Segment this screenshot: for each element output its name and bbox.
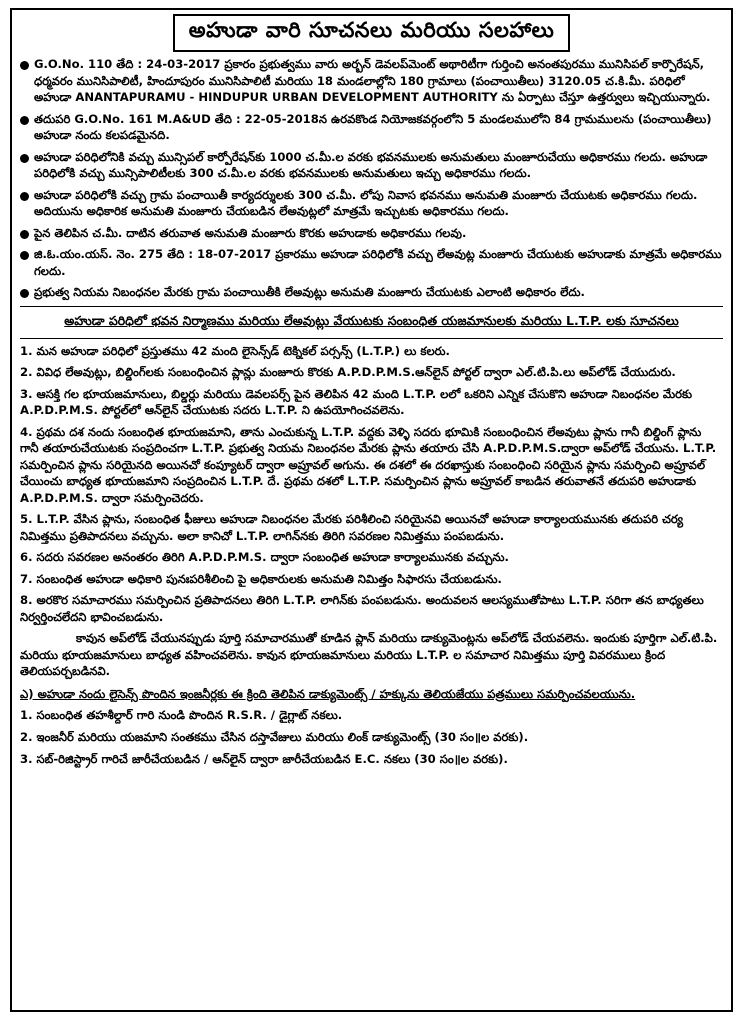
bullet-item [20,56,723,106]
document-frame [10,8,733,1012]
list-item: 8. అరకొర సమాచారము సమర్పించిన ప్రతిపాదనలు తిరిగి L.T.P. లాగిన్‌కు పంపబడును. అందువలన ఆలస్యముతోపాటు L.T.P. సరిగా తన బాధ్యతలు నిర్వర్తించలేదని భావించబడును. [20,593,704,624]
numbered-list [20,343,723,626]
bullet-item [20,225,723,242]
bullet-item [20,246,723,279]
bullet-text: G.O.No. 110 తేది : 24-03-2017 ప్రకారం ప్రభుత్వము వారు అర్బన్ డెవలప్‌మెంట్ అథారిటీగా గుర్తించి అనంతపురము మునిసిపల్ కార్పొరేషన్, ధర్మవరం మునిసిపాలిటీ, హిందూపురం మునిసిపాలిటీ మరియు 18 మండలాల్లోని 180 గ్రామాలు (పంచాయితీలు) 3120.05 చ.కి.మీ. పరిధిలో అహుడా ANANTAPURAMU - HINDUPUR URBAN DEVELOPMENT AUTHORITY ను ఏర్పాటు చేస్తూ ఉత్తర్వులు ఇచ్చియున్నారు. [34,57,711,104]
document-item: 3. సబ్-రిజిస్ట్రార్ గారిచే జారీచేయబడిన / ఆన్‌లైన్ ద్వారా జారీచేయబడిన E.C. నకలు (30 సం॥ల వరకు). [20,751,508,766]
list-item: 4. ప్రథమ దశ నందు సంబంధిత భూయజమాని, తాను ఎంచుకున్న L.T.P. వద్దకు వెళ్ళి సదరు భూమికి సంబంధించిన లేఅవుటు ప్లాను గానీ బిల్డింగ్ ప్లాను గానీ తయారుచేయుటకు సంప్రదించగా L.T.P. ప్రభుత్వ నియమ నిబంధనల మేరకు ప్లాను తయారు చేసి A.P.D.P.M.S.ద్వారా అప్‌లోడ్ చేయును. L.T.P. సమర్పించిన ప్లాను సరియైనది అయినచో కంప్యూటర్ ద్వారా అప్రూవల్ అగును. ఈ దశలో ఈ దరఖాస్తుకు సంబంధించి సరియైన ప్లాను సమర్పించి అప్రూవల్ చేయించు బాధ్యత భూయజమాని సంప్రదించిన L.T.P. దే. ప్రథమ దశలో L.T.P. సమర్పించిన ప్లాను అప్రూవల్ కాబడిన తరువాతనే తదుపరి అహుడాకు A.P.D.P.M.S. ద్వారా సమర్పించెదరు. [20,424,717,505]
list-item: 2. వివిధ లేఅవుట్లు, బిల్డింగ్‌లకు సంబంధించిన ప్లాన్లు మంజూరు కొరకు A.P.D.P.M.S.ఆన్‌లైన్ పోర్టల్ ద్వారా ఎల్.టి.పి.లు అప్‌లోడ్ చేయుదురు. [20,365,676,379]
bullet-icon [20,251,29,260]
bullet-icon [20,230,29,239]
bullet-text: తదుపరి G.O.No. 161 M.A&UD తేది : 22-05-2018న ఉరవకొండ నియోజకవర్గంలోని 5 మండలములోని 84 గ్రామములను (పంచాయితీలు) అహుడా నందు కలపడమైనది. [34,111,712,142]
bullet-item [20,187,723,220]
bullet-icon [20,289,29,298]
list-item: 5. L.T.P. వేసిన ప్లాను, సంబంధిత ఫీజులు అహుడా నిబంధనల మేరకు పరిశీలించి సరియైనవి అయినచో అహుడా కార్యాలయమునకు తదుపరి చర్య నిమిత్తము ప్రతిపాదనలు వచ్చును. అలా కానిచో L.T.P. లాగిన్‌నకు తిరిగి సవరణల నిమిత్తము పంపబడును. [20,512,684,543]
document-item: 2. ఇంజనీర్ మరియు యజమాని సంతకము చేసిన దస్తావేజులు మరియు లింక్ డాక్యుమెంట్స్ (30 సం॥ల వరకు). [20,729,529,744]
bullet-text: అహుడా పరిధిలోనికి వచ్చు మున్సిపల్ కార్పోరేషన్‌కు 1000 చ.మీ.ల వరకు భవనములకు అనుమతులు మంజూరుచేయు అధికారము గలదు. అహుడా పరిధిలోకి వచ్చు మున్సిపాలిటీలకు 300 చ.మీ.ల వరకు భవనములకు అనుమతులు ఇచ్చు అధికారము గలదు. [34,149,708,180]
bullet-icon [20,192,29,201]
bullet-icon [20,154,29,163]
bullet-text: పైన తెలిపిన చ.మీ. దాటిన తరువాత అనుమతి మంజూరు కొరకు అహుడాకు అధికారము గలవు. [34,225,467,240]
bullet-text: ప్రభుత్వ నియమ నిబంధనల మేరకు గ్రామ పంచాయితీకి లేఅవుట్లు అనుమతి మంజూరు చేయుటకు ఎలాంటి అధికారం లేదు. [34,285,585,299]
bullet-item [20,111,723,144]
bullet-text: అహుడా పరిధిలోకి వచ్చు గ్రామ పంచాయితీ కార్యదర్శులకు 300 చ.మీ. లోపు నివాస భవనము అనుమతి మంజూరు చేయుటకు అధికారము గలదు. అదియును అధికారిక అనుమతి మంజూరు చేయబడిన లేఅవుట్లలో మాత్రమే ఇచ్చుటకు అధికారము గలదు. [34,187,698,218]
title-text: అహుడా వారి సూచనలు మరియు సలహాలు [173,14,570,52]
bullet-icon [20,116,29,125]
bullet-icon [20,61,29,70]
list-item: 6. సదరు సవరణల అనంతరం తిరిగి A.P.D.P.M.S. ద్వారా సంబంధిత అహుడా కార్యాలమునకు వచ్చును. [20,550,509,564]
bullet-list [20,56,723,301]
document-item: 1. సంబంధిత తహశీల్దార్ గారి నుండి పొందిన R.S.R. / డైగ్లాట్ నకలు. [20,707,343,722]
closing-paragraph: కావున అప్‌లోడ్ చేయునప్పుడు పూర్తి సమాచారముతో కూడిన ప్లాన్ మరియు డాక్యుమెంట్లను అప్‌లోడ్ చేయవలెను. ఇందుకు పూర్తిగా ఎల్.టి.పి. మరియు భూయజమానులు బాధ్యత వహించవలెను. కావున భూయజమానులు మరియు L.T.P. ల సమాచార నిమిత్తము పూర్తి వివరములు క్రింద తెలియపర్చబడినవి. [20,631,718,678]
divider [20,306,723,307]
list-item: 3. ఆసక్తి గల భూయజమానులు, బిల్డర్లు మరియు డెవలపర్స్ పైన తెలిపిన 42 మంది L.T.P. లలో ఒకరిని ఎన్నిక చేసుకొని అహుడా నిబంధనల మేరకు A.P.D.P.M.S. పోర్టల్‌లో ఆన్‌లైన్ చేయుటకు సదరు L.T.P. ని ఉపయోగించవలెను. [20,386,693,417]
divider [20,338,723,339]
list-item: 7. సంబంధిత అహుడా అధికారి పునఃపరిశీలించి పై అధికారులకు అనుమతి నిమిత్తం సిఫారసు చేయబడును. [20,571,502,586]
page-title [20,14,723,52]
list-item: 1. మన అహుడా పరిధిలో ప్రస్తుతము 42 మంది లైసెన్స్‌డ్ టెక్నికల్ పర్సన్స్ (L.T.P.) లు కలరు. [20,343,450,358]
bullet-text: జి.ఓ.యం.యస్. నెం. 275 తేది : 18-07-2017 ప్రకారము అహుడా పరిధిలోకి వచ్చు లేఅవుట్ల మంజూరు చేయుటకు అహుడాకు మాత్రమే అధికారము గలదు. [34,247,722,278]
documents-heading: ఎ) అహుడా నందు లైసెన్స్ పొందిన ఇంజనీర్లకు ఈ క్రింది తెలిపిన డాక్యుమెంట్స్ / హక్కును తెలియజేయు పత్రములు సమర్పించవలయును. [20,686,636,701]
bullet-item [20,284,723,301]
section-heading: అహుడా పరిధిలో భవన నిర్మాణము మరియు లేఅవుట్లు వేయుటకు సంబంధిత యజమానులకు మరియు L.T.P. లకు సూచనలు [64,312,679,328]
bullet-item [20,149,723,182]
documents-list [20,707,723,767]
